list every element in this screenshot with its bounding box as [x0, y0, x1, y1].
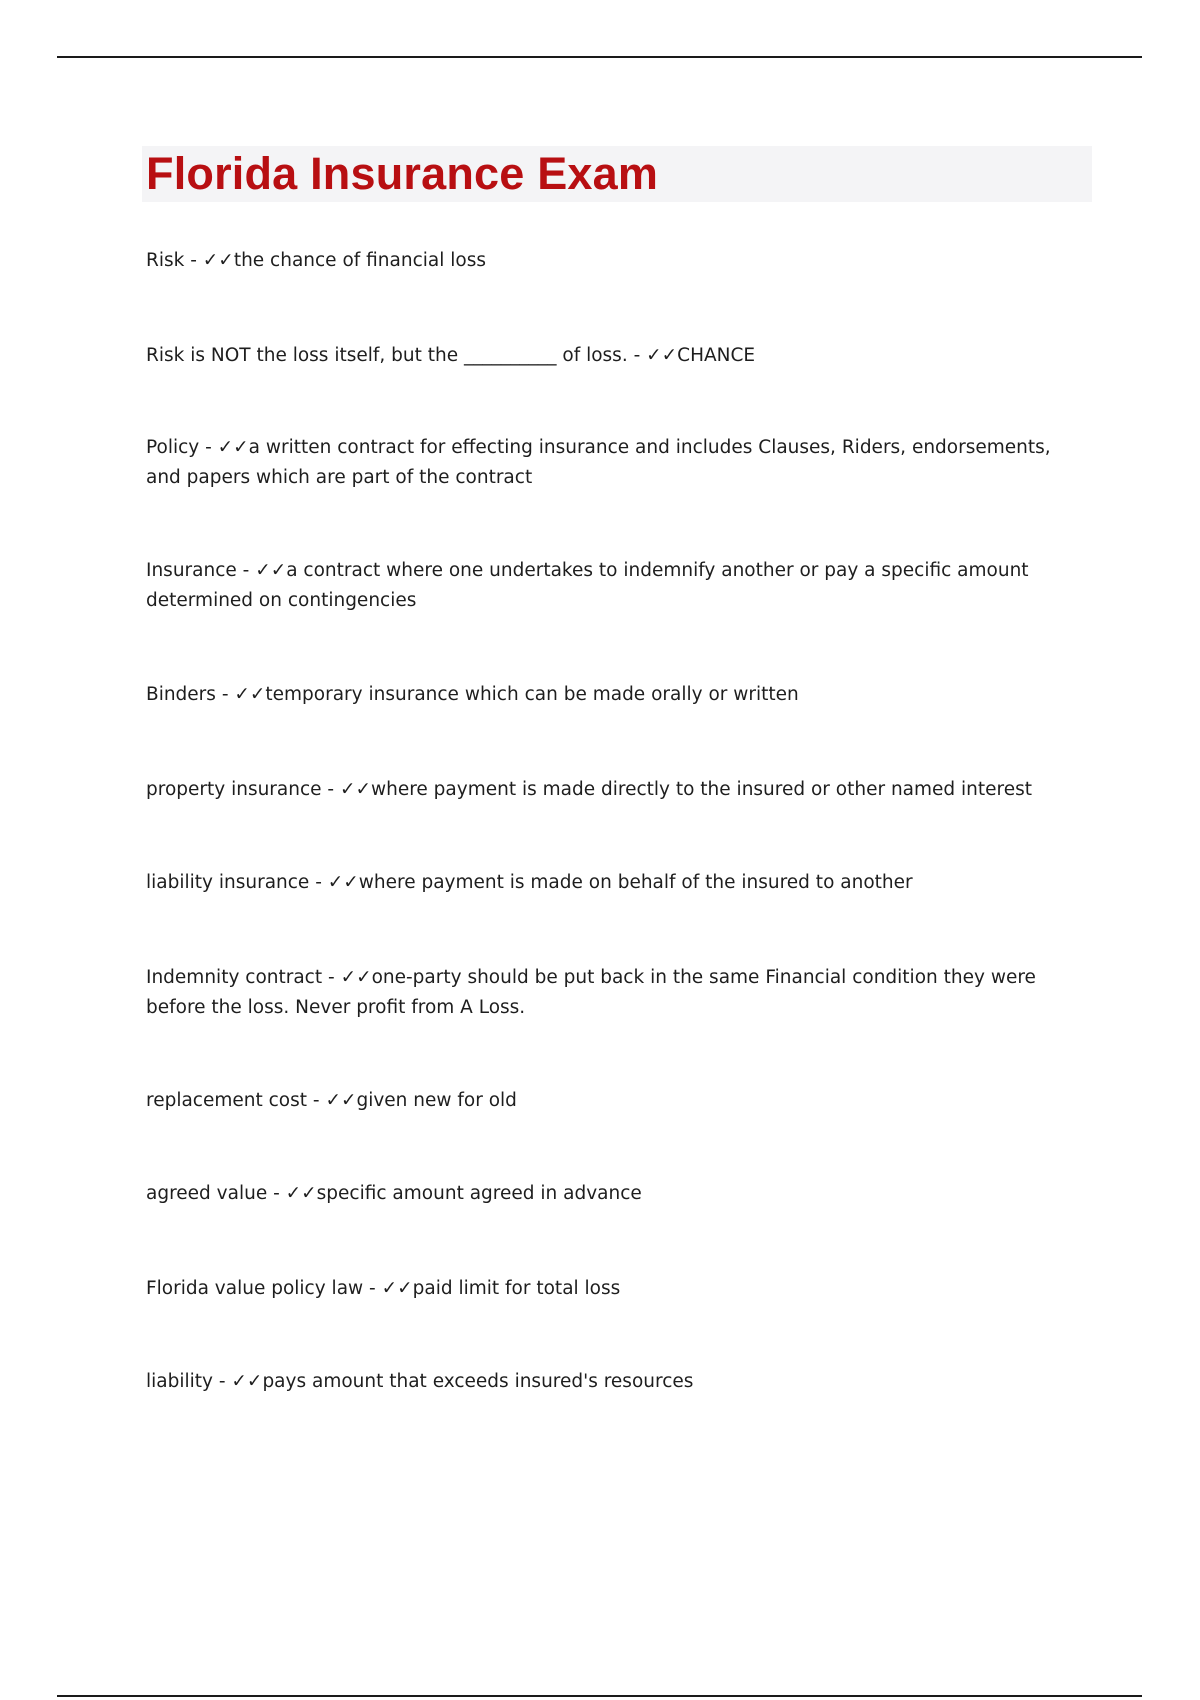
entry-answer: where payment is made on behalf of the insured to another: [358, 872, 913, 893]
list-item: [146, 868, 1091, 898]
entry-separator: -: [309, 872, 328, 893]
entry-answer: specific amount agreed in advance: [316, 1183, 642, 1204]
entry-separator: -: [307, 1090, 326, 1111]
entry-separator: -: [236, 560, 256, 581]
page-title: Florida Insurance Exam: [146, 148, 659, 199]
entry-separator: -: [267, 1183, 286, 1204]
list-item: [146, 963, 1091, 1023]
entry-term: Risk is NOT the loss itself, but the __________ of loss.: [146, 345, 628, 366]
entry-separator: -: [184, 250, 203, 271]
entry-answer: where payment is made directly to the insured or other named interest: [370, 779, 1033, 800]
check-icon: ✓✓: [255, 560, 287, 581]
entry-answer: one-party should be put back in the same Financial condition they were before the loss. Never profit from A Loss.: [146, 967, 1036, 1018]
check-icon: ✓✓: [340, 967, 372, 988]
entry-separator: -: [212, 1371, 232, 1392]
list-item: [146, 1086, 1091, 1116]
entry-term: liability: [146, 1371, 213, 1392]
check-icon: ✓✓: [381, 1278, 413, 1299]
list-item: [146, 775, 1091, 805]
list-item: [146, 246, 1091, 276]
entry-term: Policy: [146, 437, 200, 458]
list-item: [146, 341, 1091, 371]
entry-separator: -: [363, 1278, 382, 1299]
entry-answer: CHANCE: [677, 345, 756, 366]
entry-answer: pays amount that exceeds insured's resources: [262, 1371, 694, 1392]
list-item: [146, 433, 1091, 493]
entry-separator: -: [215, 684, 235, 705]
bottom-rule: [57, 1695, 1142, 1697]
entry-separator: -: [199, 437, 218, 458]
entry-term: Binders: [146, 684, 216, 705]
check-icon: ✓✓: [234, 684, 266, 705]
list-item: [146, 556, 1091, 616]
entry-term: liability insurance: [146, 872, 310, 893]
list-item: [146, 1179, 1091, 1209]
entry-answer: a written contract for effecting insurance and includes Clauses, Riders, endorsements, and papers which are part of the contract: [146, 437, 1051, 488]
entry-separator: -: [321, 779, 340, 800]
entry-term: Indemnity contract: [146, 967, 323, 988]
check-icon: ✓✓: [231, 1371, 263, 1392]
entry-answer: temporary insurance which can be made orally or written: [265, 684, 799, 705]
check-icon: ✓✓: [327, 872, 359, 893]
entry-term: agreed value: [146, 1183, 268, 1204]
check-icon: ✓✓: [646, 345, 678, 366]
entry-term: property insurance: [146, 779, 322, 800]
entry-term: Florida value policy law: [146, 1278, 364, 1299]
top-rule: [57, 56, 1142, 58]
list-item: [146, 1274, 1091, 1304]
entry-separator: -: [322, 967, 341, 988]
entry-term: Insurance: [146, 560, 237, 581]
entry-term: replacement cost: [146, 1090, 307, 1111]
check-icon: ✓✓: [285, 1183, 317, 1204]
check-icon: ✓✓: [217, 437, 249, 458]
entry-separator: -: [627, 345, 647, 366]
list-item: [146, 680, 1091, 710]
check-icon: ✓✓: [202, 250, 234, 271]
list-item: [146, 1367, 1091, 1397]
entry-answer: the chance of financial loss: [233, 250, 487, 271]
entry-answer: given new for old: [356, 1090, 517, 1111]
check-icon: ✓✓: [325, 1090, 357, 1111]
entry-term: Risk: [146, 250, 185, 271]
check-icon: ✓✓: [339, 779, 371, 800]
entry-answer: paid limit for total loss: [412, 1278, 621, 1299]
entry-answer: a contract where one undertakes to indemnify another or pay a specific amount determined on contingencies: [146, 560, 1029, 611]
